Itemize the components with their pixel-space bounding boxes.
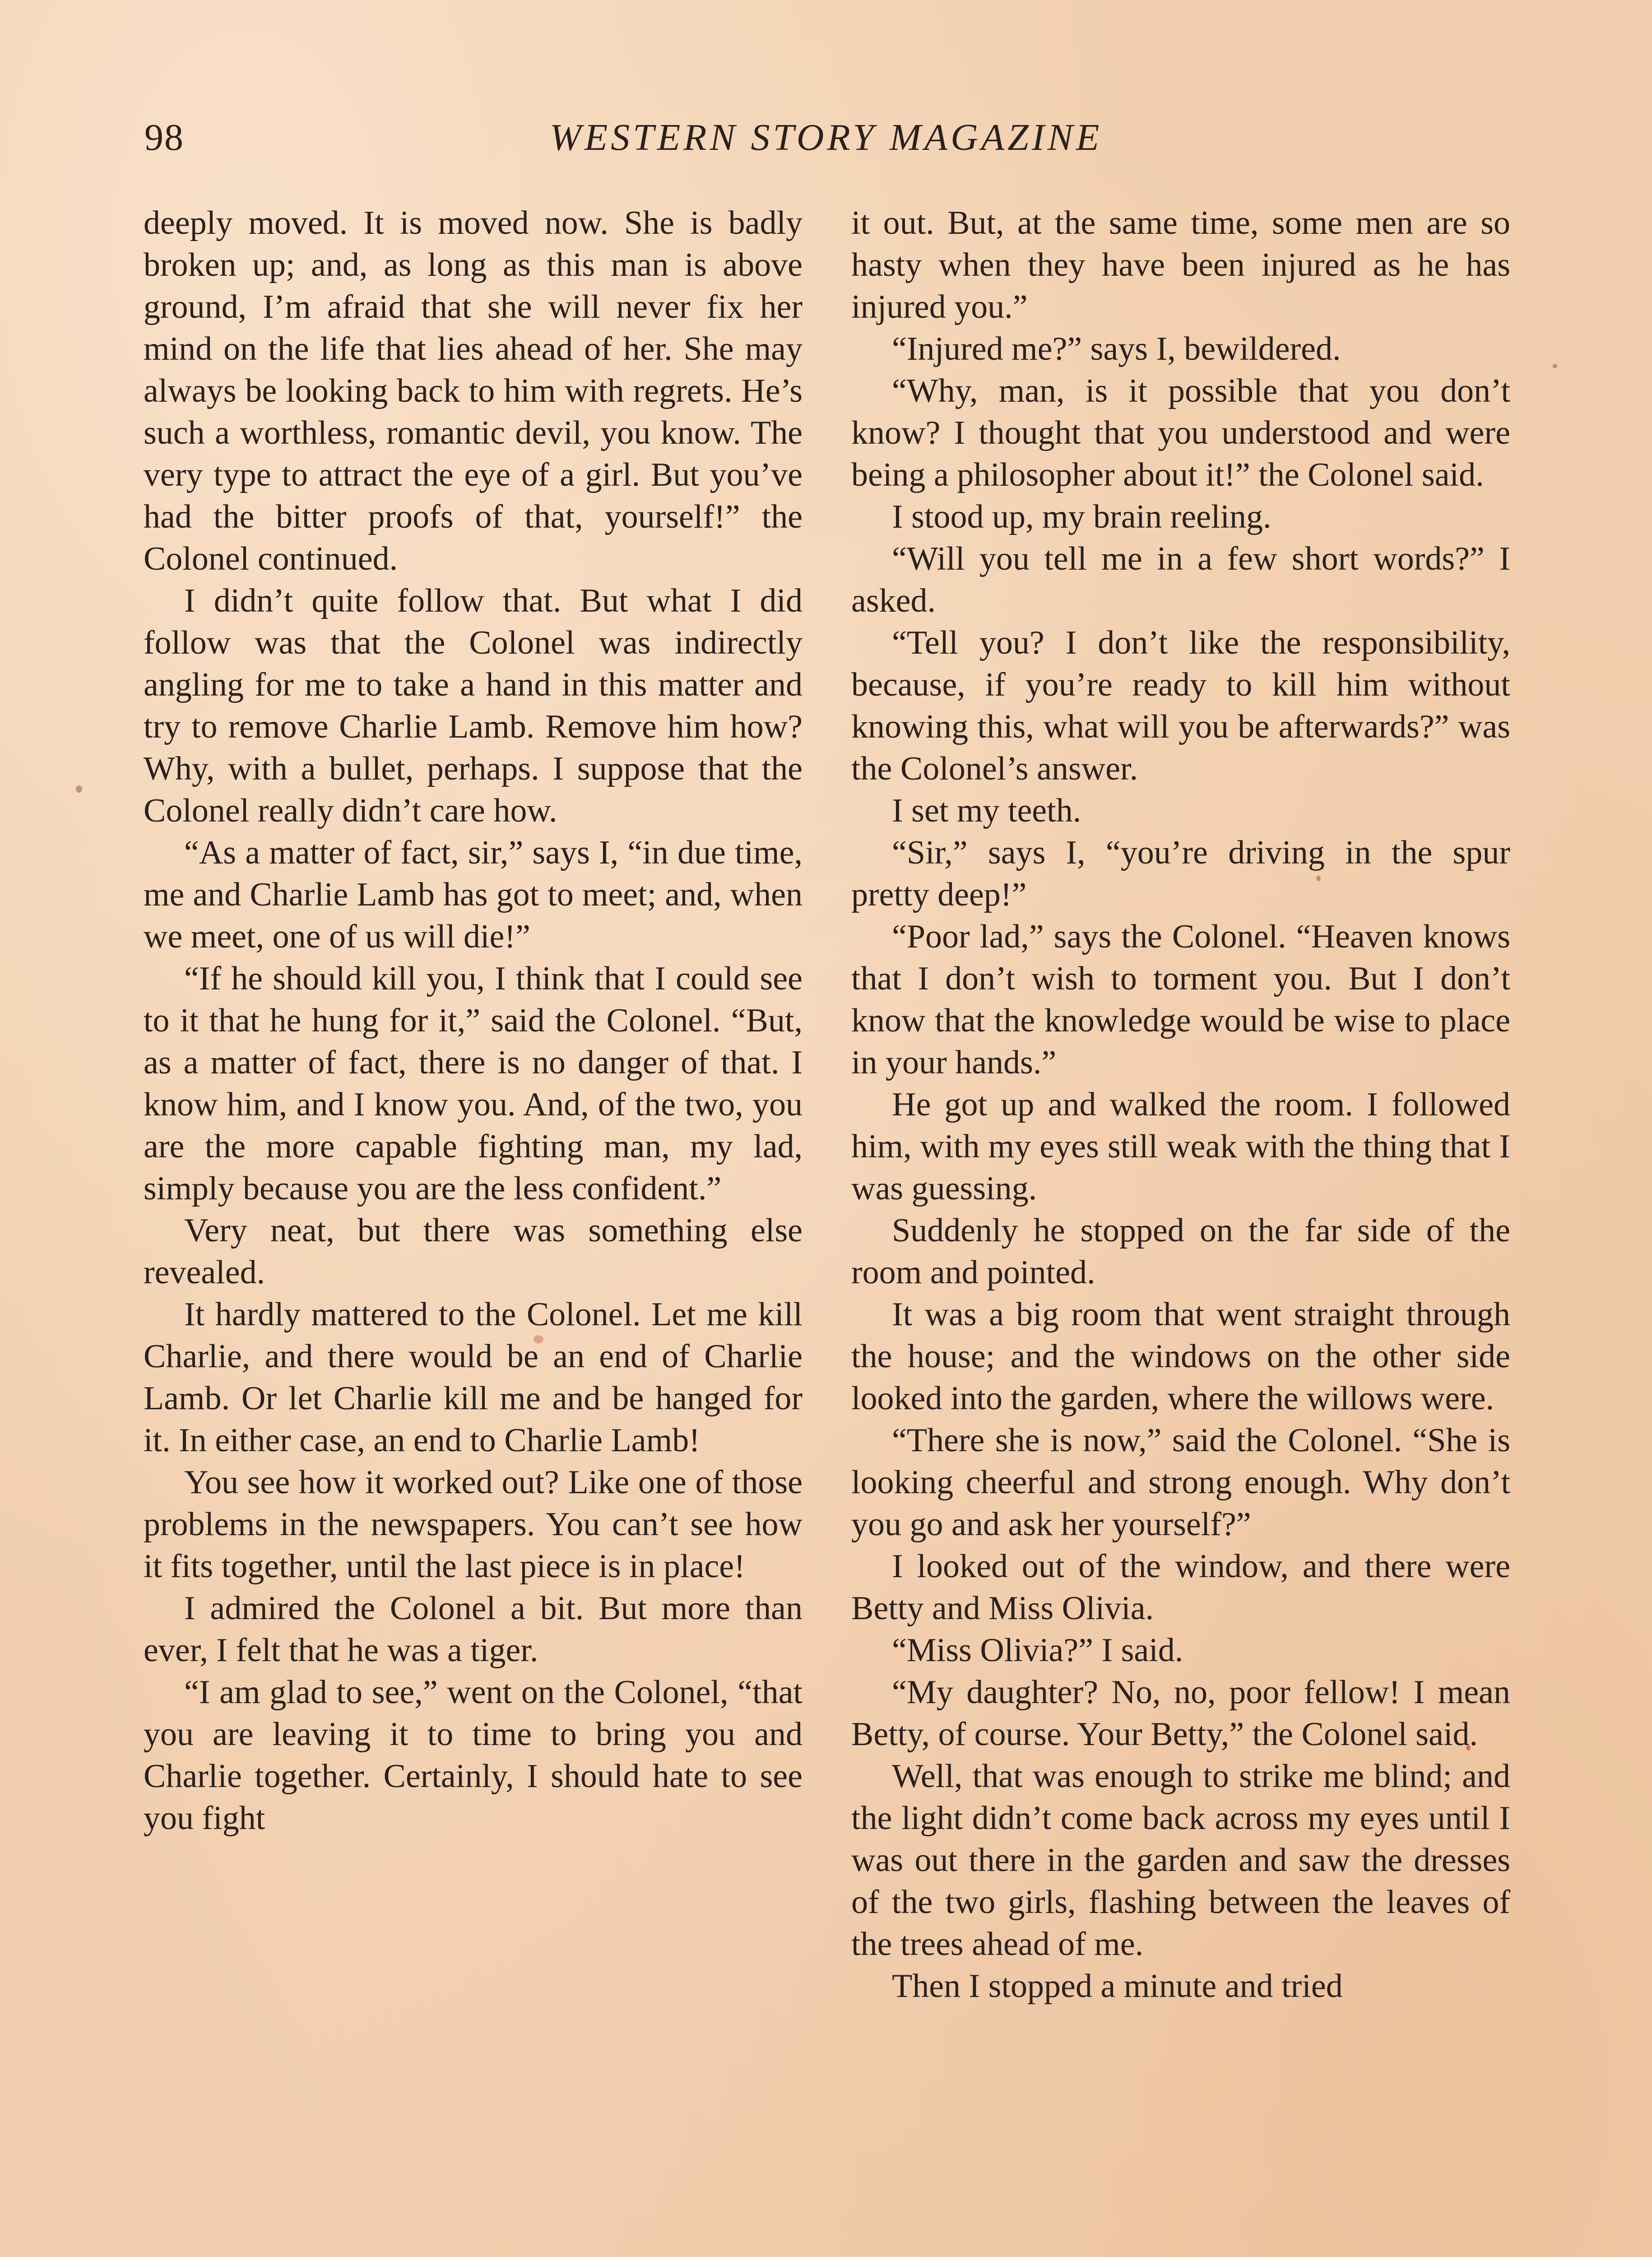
paragraph: I set my teeth. xyxy=(892,792,1081,829)
paper-speck xyxy=(1553,364,1557,368)
running-head xyxy=(144,115,1508,169)
paragraph: I looked out of the window, and there were Betty and Miss Olivia. xyxy=(851,1548,1510,1627)
paragraph: “Why, man, is it possible that you don’t know? I thought that you understood and were being a philosopher about it!” the Colonel said. xyxy=(851,372,1510,493)
paragraph: “As a matter of fact, sir,” says I, “in due time, me and Charlie Lamb has got to meet; and, when we meet, one of us will die!” xyxy=(144,834,803,955)
right-column xyxy=(851,202,1510,2007)
paragraph: I stood up, my brain reeling. xyxy=(892,498,1271,535)
paragraph: “There she is now,” said the Colonel. “She is looking cheerful and strong enough. Why don’t you go and ask her yourself?” xyxy=(851,1422,1510,1543)
paragraph: “My daughter? No, no, poor fellow! I mean Betty, of course. Your Betty,” the Colonel said. xyxy=(851,1674,1510,1753)
paragraph: It was a big room that went straight through the house; and the windows on the other side looked into the garden, where the willows were. xyxy=(851,1296,1510,1417)
paragraph: It hardly mattered to the Colonel. Let me kill Charlie, and there would be an end of Charlie Lamb. Or let Charlie kill me and be hanged for it. In either case, an end to Charlie Lamb! xyxy=(144,1296,803,1459)
paragraph: it out. But, at the same time, some men are so hasty when they have been injured as he has injured you.” xyxy=(851,204,1510,325)
paragraph: “If he should kill you, I think that I could see to it that he hung for it,” said the Colonel. “But, as a matter of fact, there is no danger of that. I know him, and I know you. And, of the two, you are the more capable fighting man, my lad, simply because you are the less confident.” xyxy=(144,960,803,1207)
paragraph: Well, that was enough to strike me blind; and the light didn’t come back across my eyes until I was out there in the garden and saw the dresses of the two girls, flashing between the leaves of the trees ahead of me. xyxy=(851,1758,1510,1963)
paragraph: “Sir,” says I, “you’re driving in the spur pretty deep!” xyxy=(851,834,1510,913)
paragraph: I didn’t quite follow that. But what I did follow was that the Colonel was indirectly angling for me to take a hand in this matter and try to remove Charlie Lamb. Remove him how? Why, with a bullet, perhaps. I suppose that the Colonel really didn’t care how. xyxy=(144,582,803,829)
paper-speck xyxy=(76,785,82,793)
paragraph: “Poor lad,” says the Colonel. “Heaven knows that I don’t wish to torment you. But I don’t know that the knowledge would be wise to place in your hands.” xyxy=(851,918,1510,1081)
paragraph: deeply moved. It is moved now. She is badly broken up; and, as long as this man is above ground, I’m afraid that she will never fix her mind on the life that lies ahead of her. She may always be looking back to him with regrets. He’s such a worthless, romantic devil, you know. The very type to attract the eye of a girl. But you’ve had the bitter proofs of that, yourself!” the Colonel continued. xyxy=(144,204,803,577)
paragraph: Very neat, but there was something else revealed. xyxy=(144,1212,803,1291)
paragraph: You see how it worked out? Like one of those problems in the newspapers. You can’t see how it fits together, until the last piece is in place! xyxy=(144,1464,803,1585)
magazine-title: WESTERN STORY MAGAZINE xyxy=(549,116,1103,158)
paragraph: I admired the Colonel a bit. But more than ever, I felt that he was a tiger. xyxy=(144,1590,803,1669)
paragraph: Suddenly he stopped on the far side of the room and pointed. xyxy=(851,1212,1510,1291)
paragraph: “Will you tell me in a few short words?” I asked. xyxy=(851,540,1510,619)
paragraph: “Injured me?” says I, bewildered. xyxy=(892,330,1341,367)
paragraph: “I am glad to see,” went on the Colonel, “that you are leaving it to time to bring you and Charlie together. Certainly, I should hate to see you fight xyxy=(144,1674,803,1837)
paragraph: “Miss Olivia?” I said. xyxy=(892,1632,1183,1669)
paragraph: Then I stopped a minute and tried xyxy=(892,1968,1343,2005)
page-number: 98 xyxy=(144,116,184,158)
paragraph: He got up and walked the room. I followed him, with my eyes still weak with the thing that I was guessing. xyxy=(851,1086,1510,1207)
left-column xyxy=(144,202,803,1839)
paragraph: “Tell you? I don’t like the responsibility, because, if you’re ready to kill him without knowing this, what will you be afterwards?” was the Colonel’s answer. xyxy=(851,624,1510,787)
